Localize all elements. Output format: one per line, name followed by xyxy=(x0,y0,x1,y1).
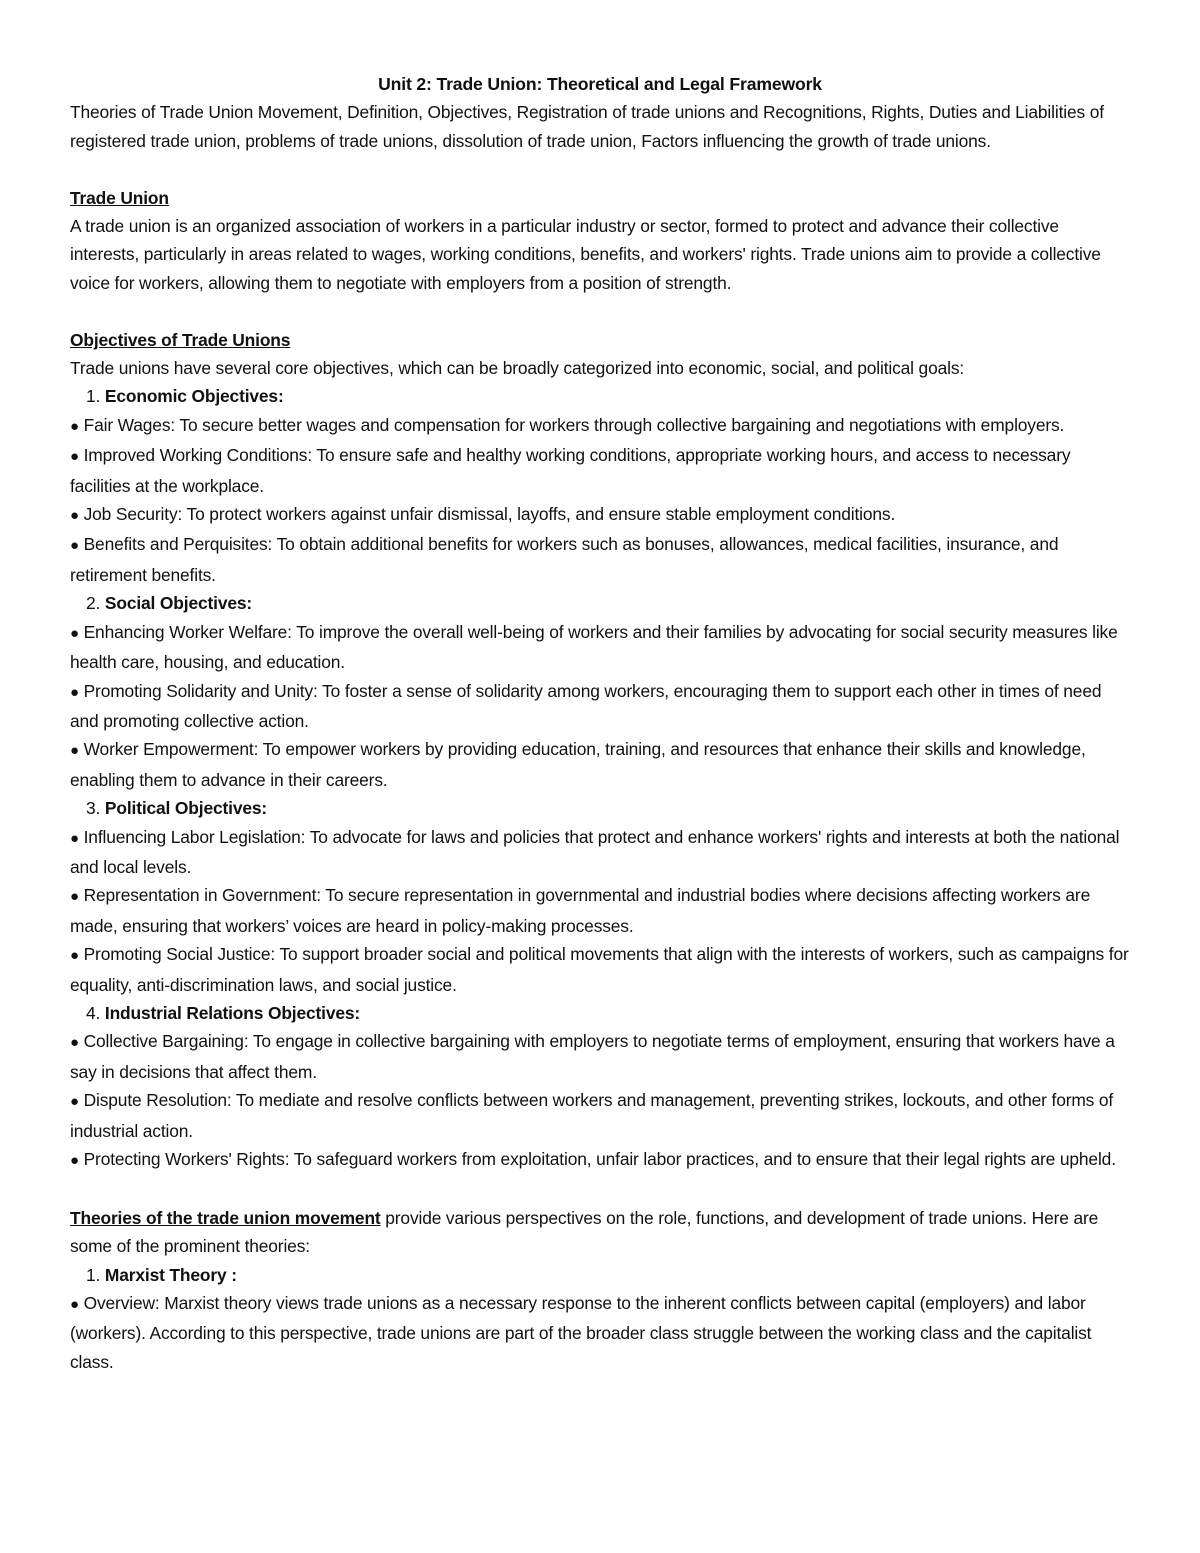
bullet-text: Benefits and Perquisites: To obtain additional benefits for workers such as bonuses, allowances, medical facilities, insurance, and retirement benefits. xyxy=(70,534,1059,585)
bullet-text: Collective Bargaining: To engage in collective bargaining with employers to negotiate terms of employment, ensuring that workers have a say in decisions that affect them. xyxy=(70,1031,1115,1082)
theories-intro-paragraph xyxy=(70,1204,1130,1261)
bullet-item xyxy=(70,1027,1130,1086)
spacer xyxy=(70,297,1130,325)
bullet-text: Job Security: To protect workers against unfair dismissal, layoffs, and ensure stable employment conditions. xyxy=(83,504,896,525)
bullet-icon: ● xyxy=(70,417,79,435)
bullet-text: Promoting Solidarity and Unity: To foster a sense of solidarity among workers, encouraging them to support each other in times of need and promoting collective action. xyxy=(70,680,1102,731)
subsection-label: Marxist Theory : xyxy=(104,1264,237,1285)
subsection-label: Economic Objectives: xyxy=(104,386,284,407)
bullet-text: Improved Working Conditions: To ensure safe and healthy working conditions, appropriate working hours, and access to necessary facilities at the workplace. xyxy=(70,445,1071,496)
theories-intro-text: provide various perspectives on the role, functions, and development of trade unions. Here are some of the prominent theories: xyxy=(70,1207,1099,1257)
bullet-item xyxy=(70,881,1130,940)
bullet-text: Representation in Government: To secure representation in governmental and industrial bodies where decisions affecting workers are made, ensuring that workers’ voices are heard in policy-making processes. xyxy=(70,885,1091,936)
trade-union-heading: Trade Union xyxy=(70,187,169,208)
bullet-icon: ● xyxy=(70,1093,79,1111)
subsection-heading xyxy=(70,589,1130,617)
bullet-item xyxy=(70,500,1130,530)
bullet-text: Promoting Social Justice: To support broader social and political movements that align with the interests of workers, such as campaigns for equality, anti-discrimination laws, and social justice. xyxy=(70,944,1129,995)
bullet-icon: ● xyxy=(70,947,79,965)
list-number: 1. xyxy=(86,1264,101,1285)
bullet-text: Enhancing Worker Welfare: To improve the overall well-being of workers and their families by advocating for social security measures like health care, housing, and education. xyxy=(70,621,1118,673)
bullet-item xyxy=(70,1086,1130,1145)
document-page xyxy=(70,70,1130,1376)
bullet-text: Fair Wages: To secure better wages and compensation for workers through collective bargaining and negotiations with employers. xyxy=(83,414,1065,435)
trade-union-definition: A trade union is an organized association of workers in a particular industry or sector, formed to protect and advance their collective interests, particularly in areas related to wages, working conditions, benefits, and workers' rights. Trade unions aim to provide a collective voice for workers, allowing them to negotiate with employers from a position of strength. xyxy=(70,216,1101,293)
subsection-label: Political Objectives: xyxy=(104,798,268,819)
bullet-item xyxy=(70,530,1130,589)
bullet-item xyxy=(70,735,1130,794)
bullet-icon: ● xyxy=(70,624,79,642)
bullet-icon: ● xyxy=(70,888,79,906)
objective-groups xyxy=(70,382,1130,1175)
bullet-icon: ● xyxy=(70,1152,79,1169)
bullet-icon: ● xyxy=(70,507,79,525)
spacer xyxy=(70,155,1130,183)
bullet-icon: ● xyxy=(70,448,79,466)
bullet-item xyxy=(70,411,1130,441)
list-number: 4. xyxy=(86,1002,101,1023)
bullet-item xyxy=(70,823,1130,882)
list-number: 1. xyxy=(86,386,101,407)
bullet-icon: ● xyxy=(70,537,79,555)
bullet-icon: ● xyxy=(70,742,79,760)
subsection-label: Industrial Relations Objectives: xyxy=(104,1002,361,1023)
bullet-icon: ● xyxy=(70,683,79,701)
objectives-heading: Objectives of Trade Unions xyxy=(70,329,291,350)
bullet-icon: ● xyxy=(70,1034,79,1052)
bullet-item xyxy=(70,940,1130,999)
bullet-icon: ● xyxy=(70,1296,79,1314)
bullet-icon: ● xyxy=(70,829,79,847)
subsection-label: Social Objectives: xyxy=(104,593,253,614)
bullet-item xyxy=(70,1145,1130,1175)
subsection-heading xyxy=(70,999,1130,1027)
bullet-text: Overview: Marxist theory views trade unions as a necessary response to the inherent conflicts between capital (employers) and labor (workers). According to this perspective, trade unions are part of the broader class struggle between the working class and the capitalist class. xyxy=(70,1293,1092,1372)
subsection-heading xyxy=(70,1261,1130,1289)
theories-heading: Theories of the trade union movement xyxy=(70,1207,381,1228)
bullet-item xyxy=(70,618,1130,677)
bullet-text: Protecting Workers' Rights: To safeguard workers from exploitation, unfair labor practices, and to ensure that their legal rights are upheld. xyxy=(83,1149,1116,1169)
subsection-heading xyxy=(70,382,1130,410)
subsection-heading xyxy=(70,794,1130,822)
theory-items xyxy=(70,1261,1130,1377)
bullet-item xyxy=(70,677,1130,736)
bullet-item xyxy=(70,1289,1130,1376)
bullet-text: Dispute Resolution: To mediate and resolve conflicts between workers and management, preventing strikes, lockouts, and other forms of industrial action. xyxy=(70,1090,1114,1141)
unit-intro: Theories of Trade Union Movement, Definition, Objectives, Registration of trade unions and Recognitions, Rights, Duties and Liabilities of registered trade union, problems of trade unions, dissolution of trade union, Factors influencing the growth of trade unions. xyxy=(70,102,1104,151)
objectives-intro: Trade unions have several core objectives, which can be broadly categorized into economic, social, and political goals: xyxy=(70,358,965,379)
bullet-item xyxy=(70,441,1130,500)
spacer xyxy=(70,1175,1130,1203)
bullet-text: Influencing Labor Legislation: To advocate for laws and policies that protect and enhance workers' rights and interests at both the national and local levels. xyxy=(70,826,1120,877)
bullet-text: Worker Empowerment: To empower workers by providing education, training, and resources that enhance their skills and knowledge, enabling them to advance in their careers. xyxy=(70,739,1086,790)
document-title: Unit 2: Trade Union: Theoretical and Legal Framework xyxy=(378,74,822,94)
list-number: 2. xyxy=(86,593,101,614)
list-number: 3. xyxy=(86,798,101,819)
